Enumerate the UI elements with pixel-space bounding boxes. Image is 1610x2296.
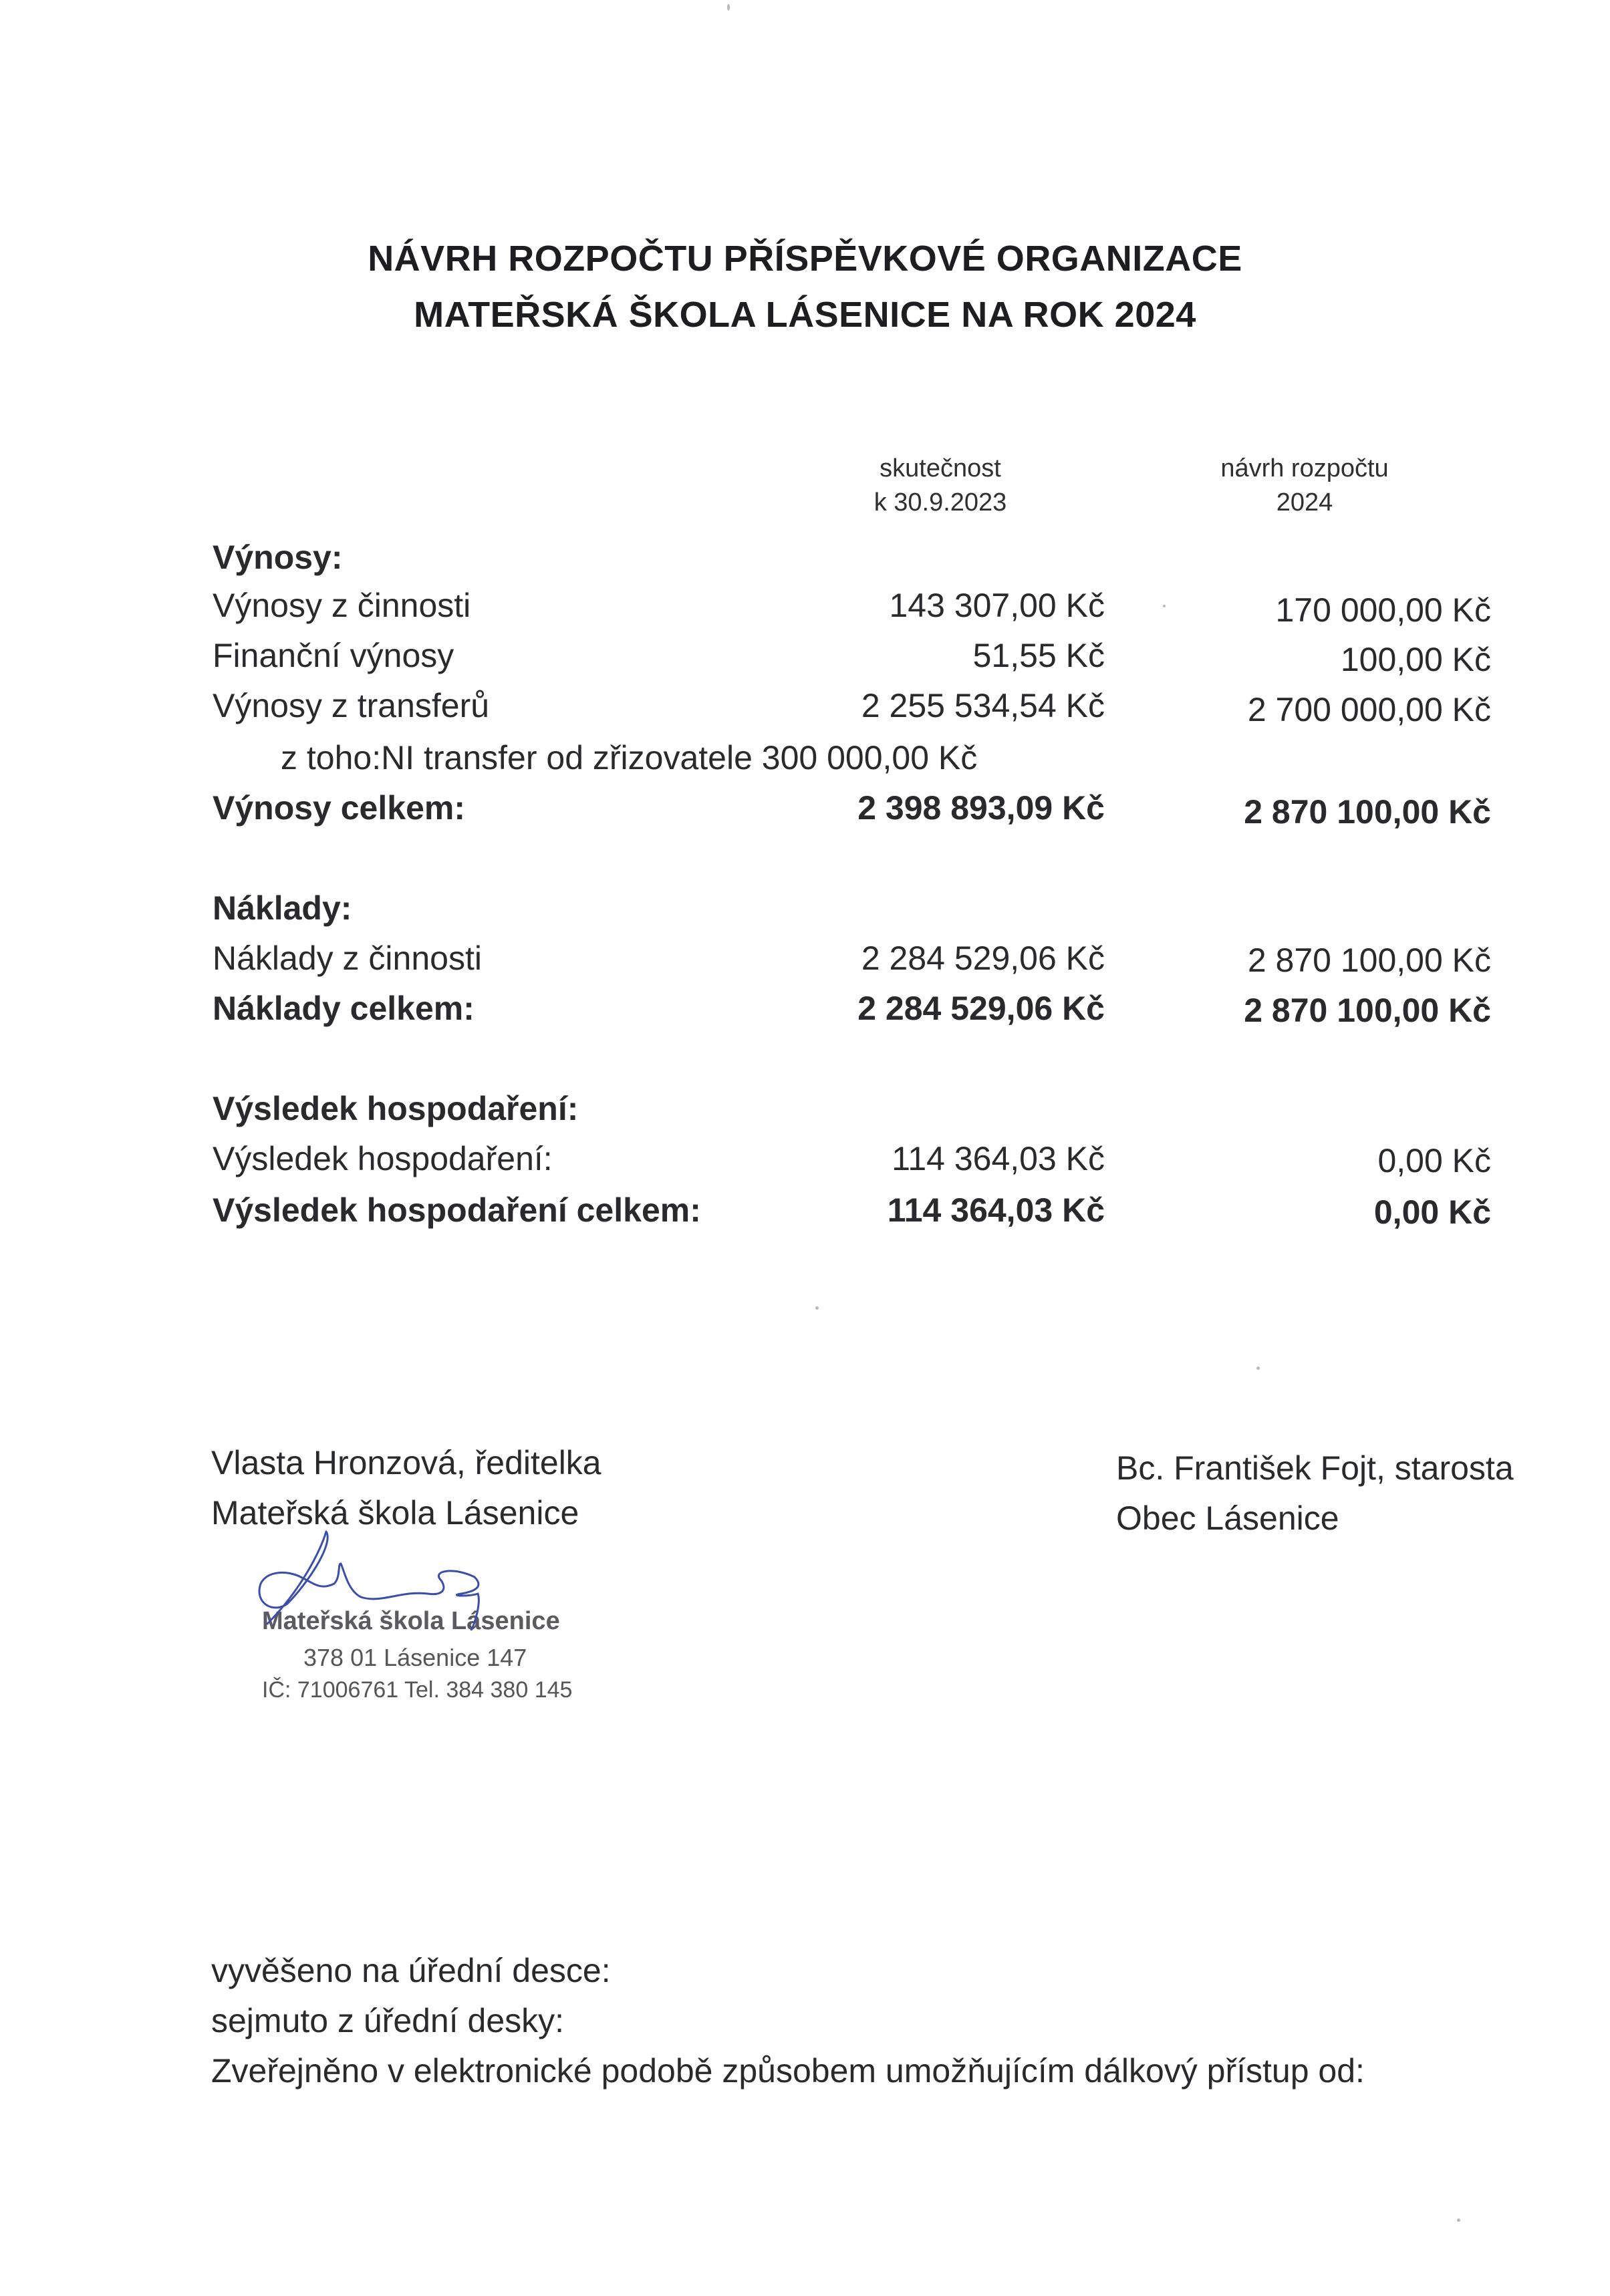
scan-speck — [1163, 605, 1166, 607]
revenues-transfer-note: z toho:NI transfer od zřizovatele 300 000,00 Kč — [281, 739, 978, 776]
revenues-row-actual: 143 307,00 Kč — [889, 587, 1105, 624]
revenues-row-proposal: 2 700 000,00 Kč — [1247, 691, 1491, 728]
posted-on-notice-board: vyvěšeno na úřední desce: — [211, 1952, 611, 1989]
revenues-total-actual: 2 398 893,09 Kč — [857, 789, 1105, 827]
column-header-actual-line2: k 30.9.2023 — [874, 488, 1007, 517]
costs-row-proposal: 2 870 100,00 Kč — [1247, 942, 1491, 979]
removed-from-notice-board: sejmuto z úřední desky: — [211, 2002, 565, 2039]
result-heading: Výsledek hospodaření: — [213, 1090, 579, 1127]
column-header-proposal — [1164, 454, 1445, 517]
scan-speck — [1256, 1367, 1260, 1370]
revenues-row-label: Výnosy z činnosti — [213, 587, 471, 624]
document-title-line-1: NÁVRH ROZPOČTU PŘÍSPĚVKOVÉ ORGANIZACE — [368, 239, 1242, 279]
stamp-id-phone: IČ: 71006761 Tel. 384 380 145 — [262, 1677, 573, 1703]
costs-row-label: Náklady z činnosti — [213, 940, 482, 977]
revenues-row-proposal: 100,00 Kč — [1340, 641, 1491, 678]
column-header-actual-line1: skutečnost — [880, 454, 1001, 482]
result-row-proposal: 0,00 Kč — [1377, 1142, 1491, 1179]
costs-row-actual: 2 284 529,06 Kč — [861, 940, 1105, 977]
scan-speck — [815, 1306, 819, 1310]
signatory-right-name: Bc. František Fojt, starosta — [1116, 1449, 1514, 1487]
result-total-actual: 114 364,03 Kč — [887, 1191, 1105, 1229]
costs-total-actual: 2 284 529,06 Kč — [857, 990, 1105, 1027]
revenues-row-actual: 51,55 Kč — [972, 637, 1105, 674]
stamp-address: 378 01 Lásenice 147 — [303, 1644, 527, 1671]
revenues-row-label: Finanční výnosy — [213, 637, 454, 674]
revenues-heading: Výnosy: — [213, 539, 343, 576]
stamp-org-name: Mateřská škola Lásenice — [262, 1607, 560, 1635]
document-title-line-2: MATEŘSKÁ ŠKOLA LÁSENICE NA ROK 2024 — [414, 295, 1196, 335]
scan-speck — [727, 4, 730, 11]
signatory-right-org: Obec Lásenice — [1116, 1499, 1339, 1537]
revenues-total-proposal: 2 870 100,00 Kč — [1244, 793, 1491, 831]
result-total-proposal: 0,00 Kč — [1373, 1193, 1491, 1231]
revenues-total-label: Výnosy celkem: — [213, 789, 465, 827]
costs-total-label: Náklady celkem: — [213, 990, 475, 1027]
revenues-row-proposal: 170 000,00 Kč — [1275, 591, 1491, 629]
costs-heading: Náklady: — [213, 889, 352, 927]
signatory-left-org: Mateřská škola Lásenice — [211, 1494, 579, 1532]
result-total-label: Výsledek hospodaření celkem: — [213, 1191, 701, 1229]
handwritten-signature-icon — [227, 1524, 535, 1630]
signatory-left-name: Vlasta Hronzová, ředitelka — [211, 1444, 601, 1481]
scan-speck — [1457, 2218, 1460, 2222]
result-row-actual: 114 364,03 Kč — [892, 1140, 1105, 1177]
costs-total-proposal: 2 870 100,00 Kč — [1244, 992, 1491, 1029]
revenues-row-actual: 2 255 534,54 Kč — [861, 687, 1105, 724]
column-header-proposal-line2: 2024 — [1276, 488, 1333, 517]
revenues-row-label: Výnosy z transferů — [213, 687, 490, 724]
published-electronically: Zveřejněno v elektronické podobě způsobem umožňujícím dálkový přístup od: — [211, 2052, 1365, 2090]
column-header-actual — [800, 454, 1081, 517]
result-row-label: Výsledek hospodaření: — [213, 1140, 553, 1177]
column-header-proposal-line1: návrh rozpočtu — [1220, 454, 1389, 482]
